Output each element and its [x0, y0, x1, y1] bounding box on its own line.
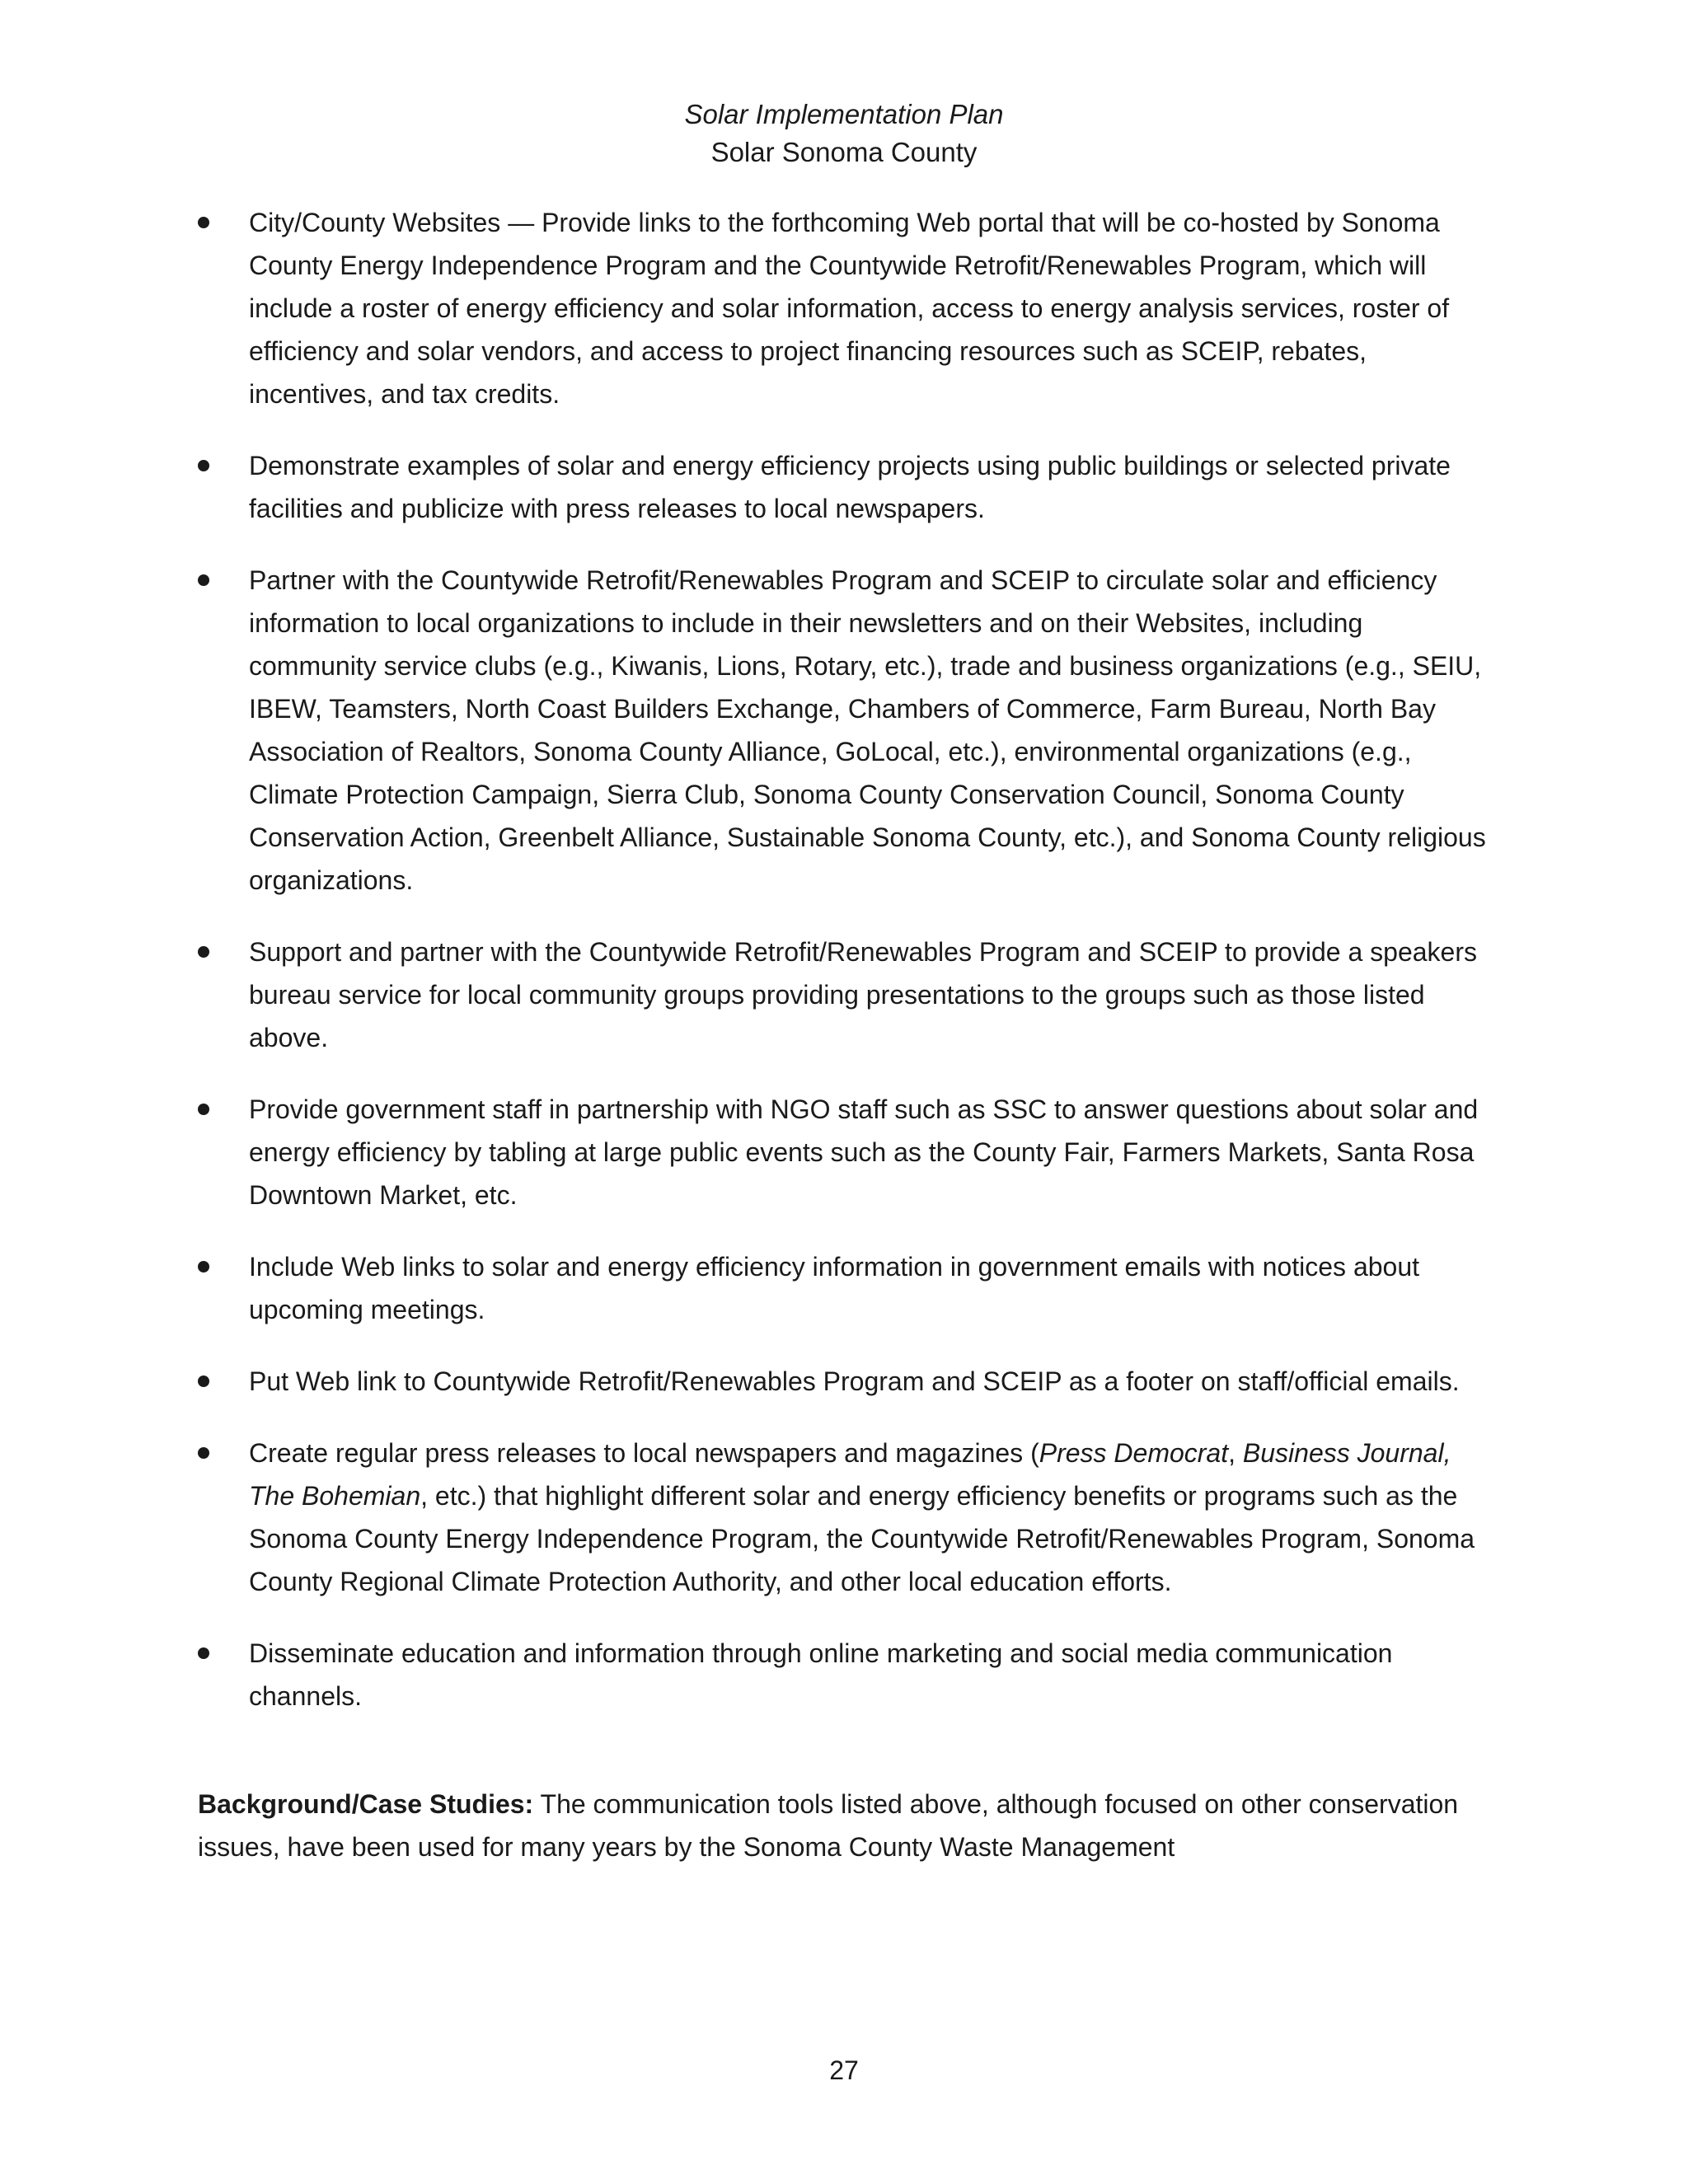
bullet-dot-icon [198, 1104, 209, 1115]
bullet-item [198, 930, 1492, 1059]
bullet-text: City/County Websites — Provide links to the forthcoming Web portal that will be co-hosted by Sonoma County Energy Independence Program and the Countywide Retrofit/Renewables Program, which will include a roster of energy efficiency and solar information, access to energy analysis services, roster of efficiency and solar vendors, and access to project financing resources such as SCEIP, rebates, incentives, and tax credits. [249, 208, 1450, 409]
page-number: 27 [829, 2055, 859, 2085]
bullet-dot-icon [198, 460, 209, 471]
bullet-item [198, 1088, 1492, 1216]
background-paragraph [198, 1783, 1492, 1868]
bullet-dot-icon [198, 1447, 209, 1459]
bullet-dot-icon [198, 217, 209, 228]
bullet-text: Disseminate education and information through online marketing and social media communication channels. [249, 1638, 1393, 1711]
bullet-text: Provide government staff in partnership with NGO staff such as SSC to answer questions about solar and energy efficiency by tabling at large public events such as the County Fair, Farmers Markets, Santa Rosa Downtown Market, etc. [249, 1094, 1479, 1210]
bullet-item [198, 444, 1492, 530]
background-label: Background/Case Studies: [198, 1789, 534, 1819]
bullet-text: Create regular press releases to local newspapers and magazines ( [249, 1438, 1039, 1468]
bullet-list [198, 201, 1492, 1746]
bullet-item [198, 1245, 1492, 1331]
bullet-text: , etc.) that highlight different solar and energy efficiency benefits or programs such as the Sonoma County Energy Independence Program, the Countywide Retrofit/Renewables Program, Sonoma County Regional Climate Protection Authority, and other local education efforts. [249, 1481, 1475, 1596]
bullet-text: Put Web link to Countywide Retrofit/Renewables Program and SCEIP as a footer on staff/official emails. [249, 1366, 1460, 1396]
bullet-item [198, 1432, 1492, 1603]
bullet-italic-text: Business Journal, The Bohemian [249, 1438, 1451, 1511]
bullet-dot-icon [198, 946, 209, 958]
bullet-text: Support and partner with the Countywide Retrofit/Renewables Program and SCEIP to provide a speakers bureau service for local community groups providing presentations to the groups such as those listed above. [249, 937, 1477, 1052]
bullet-text: Include Web links to solar and energy efficiency information in government emails with notices about upcoming meetings. [249, 1252, 1420, 1324]
bullet-item [198, 1632, 1492, 1718]
bullet-item [198, 559, 1492, 902]
bullet-text: , [1228, 1438, 1243, 1468]
bullet-dot-icon [198, 1376, 209, 1387]
bullet-item [198, 201, 1492, 415]
header-title: Solar Implementation Plan [684, 99, 1004, 129]
bullet-dot-icon [198, 574, 209, 586]
bullet-italic-text: Press Democrat [1039, 1438, 1229, 1468]
bullet-item [198, 1360, 1492, 1403]
background-text: The communication tools listed above, although focused on other conservation issues, have been used for many years by the Sonoma County Waste Management [198, 1789, 1459, 1862]
bullet-dot-icon [198, 1261, 209, 1272]
bullet-dot-icon [198, 1647, 209, 1659]
bullet-text: Demonstrate examples of solar and energy efficiency projects using public buildings or selected private facilities and publicize with press releases to local newspapers. [249, 451, 1451, 523]
bullet-text: Partner with the Countywide Retrofit/Renewables Program and SCEIP to circulate solar and efficiency information to local organizations to include in their newsletters and on their Websites, including community service clubs (e.g., Kiwanis, Lions, Rotary, etc.), trade and business organizations (e.g., SEIU, IBEW, Teamsters, North Coast Builders Exchange, Chambers of Commerce, Farm Bureau, North Bay Association of Realtors, Sonoma County Alliance, GoLocal, etc.), environmental organizations (e.g., Climate Protection Campaign, Sierra Club, Sonoma County Conservation Council, Sonoma County Conservation Action, Greenbelt Alliance, Sustainable Sonoma County, etc.), and Sonoma County religious organizations. [249, 565, 1486, 895]
header-subtitle: Solar Sonoma County [710, 137, 978, 167]
